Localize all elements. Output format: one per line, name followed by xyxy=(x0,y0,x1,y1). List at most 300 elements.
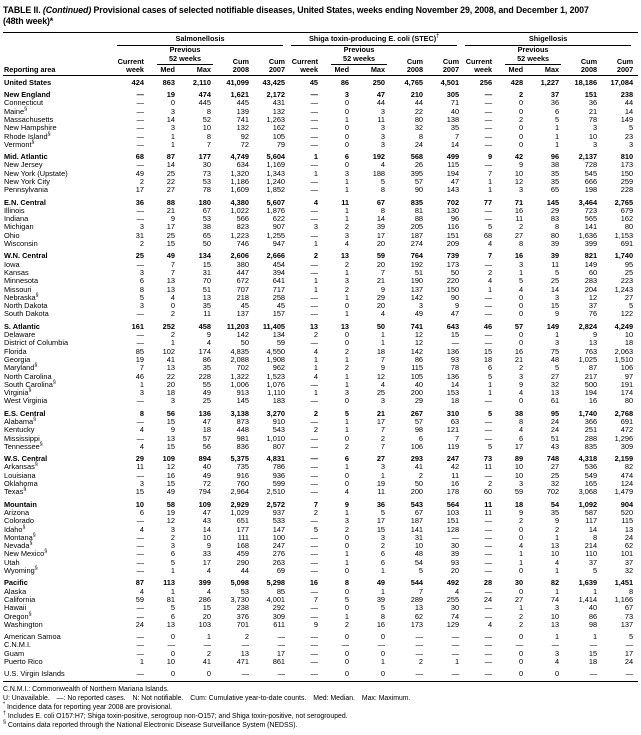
data-cell: — xyxy=(277,632,286,642)
data-cell: 835 xyxy=(410,197,424,207)
data-cell: 49 xyxy=(376,578,386,588)
data-cell: 0 xyxy=(344,106,350,116)
data-cell: 2 xyxy=(170,532,175,542)
data-cell: 4 xyxy=(554,557,560,567)
data-cell: 0 xyxy=(518,309,524,319)
data-cell: 3 xyxy=(313,222,319,232)
data-cell: 17 xyxy=(514,441,524,451)
data-cell: 4 xyxy=(487,239,493,249)
footnote-dagger: † Includes E. coli O157:H7; Shiga toxin-positive, serogroup non-O157; and Shiga toxin-positive, not serogrouped. xyxy=(3,710,348,721)
data-cell: 80 xyxy=(624,396,634,406)
row-area-label: Hawaii xyxy=(4,603,27,613)
data-cell: — xyxy=(484,114,493,124)
data-cell: 13 xyxy=(166,433,175,443)
data-cell: 2 xyxy=(313,330,319,340)
data-cell: 2 xyxy=(344,346,350,356)
data-cell: 3 xyxy=(380,106,386,116)
data-cell: 71 xyxy=(514,197,524,207)
data-cell: — xyxy=(484,603,493,613)
table-row xyxy=(3,526,638,534)
data-cell: 739 xyxy=(446,251,460,261)
data-cell: 4 xyxy=(206,566,211,576)
data-cell: — xyxy=(310,557,319,567)
data-cell: 68 xyxy=(483,230,493,240)
data-cell: 3,464 xyxy=(578,197,598,207)
row-area-label: Arizona xyxy=(4,507,30,517)
data-cell: 150 xyxy=(446,284,460,294)
data-cell: 1 xyxy=(487,185,493,195)
data-cell: 587 xyxy=(584,507,598,517)
row-area-label: Washington xyxy=(4,619,43,629)
data-cell: 474 xyxy=(620,470,634,480)
data-cell: 760 xyxy=(236,479,249,489)
data-cell: 3 xyxy=(554,603,560,613)
data-cell: 65 xyxy=(550,185,560,195)
data-cell: 62 xyxy=(624,541,634,551)
data-cell: — xyxy=(136,611,144,621)
data-cell: 3 xyxy=(380,139,386,149)
row-area-label: Virginia§ xyxy=(4,387,32,398)
data-cell: 42 xyxy=(514,152,524,162)
data-cell: — xyxy=(136,433,144,443)
data-cell: 21 xyxy=(588,106,598,116)
data-cell: 62 xyxy=(414,611,424,621)
data-cell: 1 xyxy=(487,379,493,389)
data-cell: 145 xyxy=(546,197,560,207)
data-cell: 4 xyxy=(380,309,386,319)
data-cell: 1 xyxy=(170,338,175,348)
data-cell: 549 xyxy=(584,470,598,480)
data-cell: 4,249 xyxy=(614,321,634,331)
data-cell: 2 xyxy=(313,408,319,418)
data-cell: 0 xyxy=(344,648,350,658)
data-cell: 18 xyxy=(588,657,598,667)
data-cell: 622 xyxy=(272,214,286,224)
data-cell: 136 xyxy=(446,371,460,381)
data-cell: 4 xyxy=(518,284,524,294)
data-cell: 2 xyxy=(518,516,524,526)
data-cell: 73 xyxy=(483,454,493,464)
data-cell: 228 xyxy=(198,371,211,381)
data-cell: 3 xyxy=(344,276,350,286)
data-cell: 10 xyxy=(202,123,211,133)
row-area-label: Maryland§ xyxy=(4,362,38,373)
data-cell: 15 xyxy=(166,239,175,249)
data-cell: 1 xyxy=(487,284,493,294)
data-cell: 20 xyxy=(202,611,211,621)
data-cell: 0 xyxy=(344,330,350,340)
data-cell: — xyxy=(415,640,424,650)
data-cell: 4 xyxy=(344,487,350,497)
data-cell: 151 xyxy=(446,230,460,240)
data-cell: 1,523 xyxy=(266,371,286,381)
data-cell: 40 xyxy=(414,379,424,389)
data-cell: 0 xyxy=(518,338,524,348)
data-cell: 115 xyxy=(621,516,634,526)
data-cell: — xyxy=(136,338,144,348)
data-cell: 132 xyxy=(236,123,249,133)
data-cell: 5 xyxy=(487,222,493,232)
data-cell: 67 xyxy=(414,507,424,517)
table-row xyxy=(3,186,638,194)
data-cell: 30 xyxy=(202,160,211,170)
group-header-row xyxy=(3,32,638,46)
data-cell: 3 xyxy=(380,131,386,141)
data-cell: — xyxy=(136,123,144,133)
row-area-label: S. Atlantic xyxy=(4,321,40,331)
data-cell: 4,318 xyxy=(578,454,598,464)
data-cell: 15 xyxy=(135,487,144,497)
data-cell: 1 xyxy=(344,611,350,621)
data-cell: 73 xyxy=(624,611,634,621)
data-cell: 1,451 xyxy=(614,578,634,588)
data-cell: 14 xyxy=(450,379,460,389)
data-cell: 22 xyxy=(166,371,175,381)
data-cell: 86 xyxy=(202,354,211,364)
data-cell: — xyxy=(310,549,319,559)
data-cell: — xyxy=(310,470,319,480)
data-cell: 1 xyxy=(313,284,319,294)
data-cell: 431 xyxy=(272,98,286,108)
data-cell: — xyxy=(136,516,144,526)
data-cell: 98 xyxy=(588,619,598,629)
data-cell: — xyxy=(136,309,144,319)
row-area-label: Pennsylvania xyxy=(4,185,48,195)
row-area-label: Connecticut xyxy=(4,98,44,108)
data-cell: 492 xyxy=(446,578,460,588)
data-cell: 0 xyxy=(380,669,386,679)
data-cell: 0 xyxy=(206,669,211,679)
data-cell: 3 xyxy=(344,516,350,526)
col-header-cum-2007: Cum 2007 xyxy=(602,46,638,75)
data-cell: 15 xyxy=(588,648,598,658)
data-cell: 821 xyxy=(584,251,598,261)
data-cell: 6 xyxy=(344,454,350,464)
data-cell: 533 xyxy=(272,516,286,526)
data-cell: — xyxy=(484,586,493,596)
data-cell: 192 xyxy=(372,152,386,162)
data-cell: 204 xyxy=(584,284,598,294)
data-cell: 1 xyxy=(344,176,350,186)
data-cell: 59 xyxy=(276,338,286,348)
data-cell: 0 xyxy=(344,139,350,149)
data-cell: 8 xyxy=(206,106,211,116)
data-cell: 39 xyxy=(550,251,560,261)
data-cell: 3,730 xyxy=(230,594,249,604)
data-cell: 904 xyxy=(620,499,634,509)
data-cell: 916 xyxy=(236,470,249,480)
data-cell: 16 xyxy=(514,251,524,261)
data-cell: 0 xyxy=(344,532,350,542)
data-cell: 10 xyxy=(414,541,424,551)
data-cell: 86 xyxy=(340,77,350,87)
data-cell: 12 xyxy=(414,338,424,348)
data-cell: 60 xyxy=(483,487,493,497)
data-cell: 85 xyxy=(135,346,144,356)
data-cell: 5 xyxy=(487,441,493,451)
table-row xyxy=(3,488,638,496)
data-cell: 12 xyxy=(166,462,175,472)
data-cell: 8 xyxy=(344,578,350,588)
data-cell: 5 xyxy=(418,566,424,576)
data-cell: 35 xyxy=(202,301,211,311)
data-cell: 0 xyxy=(344,566,350,576)
row-area-label: Illinois xyxy=(4,205,25,215)
data-cell: 2 xyxy=(518,619,524,629)
data-cell: 79 xyxy=(276,139,286,149)
data-cell: 47 xyxy=(450,176,460,186)
table-row xyxy=(3,621,638,629)
data-cell: 0 xyxy=(518,648,524,658)
data-cell: 3 xyxy=(380,396,386,406)
table-row xyxy=(3,215,638,223)
data-cell: — xyxy=(484,516,493,526)
data-cell: 0 xyxy=(344,338,350,348)
data-cell: 106 xyxy=(620,363,634,373)
data-cell: — xyxy=(451,338,460,348)
data-cell: — xyxy=(484,90,493,100)
data-cell: 153 xyxy=(446,388,460,398)
data-cell: 1,479 xyxy=(614,487,634,497)
data-cell: 717 xyxy=(272,284,286,294)
data-cell: 289 xyxy=(410,594,424,604)
data-cell: 24 xyxy=(624,532,634,542)
data-cell: 25 xyxy=(550,276,560,286)
data-cell: 3 xyxy=(629,139,634,149)
data-cell: 4 xyxy=(487,276,493,286)
data-cell: 2,510 xyxy=(266,487,286,497)
data-cell: 20 xyxy=(166,379,175,389)
data-cell: 1 xyxy=(344,462,350,472)
data-cell: 37 xyxy=(550,90,560,100)
data-cell: — xyxy=(310,259,319,269)
data-cell: 27 xyxy=(550,371,560,381)
data-cell: 936 xyxy=(272,470,286,480)
table-row xyxy=(3,629,638,641)
data-cell: 223 xyxy=(620,276,634,286)
table-row xyxy=(3,269,638,277)
data-cell: 0 xyxy=(344,479,350,489)
data-cell: 39 xyxy=(450,549,460,559)
data-cell: 40 xyxy=(202,462,211,472)
data-cell: 11 xyxy=(136,462,144,472)
data-cell: 9 xyxy=(518,160,524,170)
data-cell: 3 xyxy=(592,139,598,149)
row-area-label: W.N. Central xyxy=(4,251,48,261)
data-cell: 1,166 xyxy=(614,594,634,604)
row-area-label: North Dakota xyxy=(4,301,48,311)
data-cell: 2,110 xyxy=(192,77,211,87)
col-header-med: Med xyxy=(323,65,354,75)
table-row xyxy=(3,248,638,260)
data-cell: 38 xyxy=(202,222,211,232)
data-cell: 174 xyxy=(198,346,211,356)
table-row xyxy=(3,302,638,310)
data-cell: — xyxy=(484,632,493,642)
data-cell: 4 xyxy=(380,379,386,389)
data-cell: 13 xyxy=(414,603,424,613)
data-cell: 29 xyxy=(135,454,144,464)
row-area-label: Tennessee§ xyxy=(4,441,43,451)
data-cell: 43 xyxy=(550,441,560,451)
data-cell: 30 xyxy=(450,603,460,613)
data-cell: 116 xyxy=(447,222,460,232)
data-cell: 17 xyxy=(276,648,286,658)
data-cell: 2 xyxy=(380,433,386,443)
data-cell: 17,084 xyxy=(610,77,634,87)
data-cell: 399 xyxy=(584,239,598,249)
table-row xyxy=(3,240,638,248)
title-table-number: TABLE II. xyxy=(3,5,41,15)
data-cell: 57 xyxy=(514,321,524,331)
data-cell: 3 xyxy=(380,532,386,542)
table-row xyxy=(3,286,638,294)
data-cell: 702 xyxy=(546,487,560,497)
data-cell: 147 xyxy=(272,524,286,534)
data-cell: 2 xyxy=(313,507,319,517)
row-area-label: West Virginia xyxy=(4,396,48,406)
data-cell: 8 xyxy=(380,611,386,621)
data-cell: 0 xyxy=(518,131,524,141)
data-cell: 8 xyxy=(592,532,598,542)
data-cell: 25 xyxy=(376,388,386,398)
row-area-label: Texas§ xyxy=(4,486,27,497)
table-row xyxy=(3,426,638,434)
group-header-shigellosis: Shigellosis xyxy=(464,32,638,46)
footnote-asterisk: * Incidence data for reporting year 2008 are provisional. xyxy=(3,701,173,712)
data-cell: 139 xyxy=(236,106,249,116)
data-cell: — xyxy=(310,114,319,124)
data-cell: 113 xyxy=(163,578,175,588)
data-cell: 2 xyxy=(344,222,350,232)
data-cell: 7 xyxy=(170,267,175,277)
data-cell: 1 xyxy=(380,330,386,340)
data-cell: 543 xyxy=(272,425,286,435)
data-cell: 4,001 xyxy=(266,594,286,604)
data-cell: — xyxy=(310,532,319,542)
data-cell: 1 xyxy=(344,205,350,215)
data-cell: 2 xyxy=(418,470,424,480)
data-cell: 95 xyxy=(624,259,634,269)
data-cell: 11 xyxy=(551,259,560,269)
data-cell: 274 xyxy=(410,239,424,249)
data-cell: 0 xyxy=(170,648,175,658)
data-cell: 105 xyxy=(410,371,424,381)
row-area-label: Arkansas§ xyxy=(4,462,38,472)
data-cell: 173 xyxy=(620,160,634,170)
data-cell: 1,320 xyxy=(230,168,249,178)
data-cell: 894 xyxy=(198,454,211,464)
data-cell: — xyxy=(310,417,319,426)
data-cell: 0 xyxy=(170,98,175,108)
data-cell: 27 xyxy=(166,185,175,195)
data-cell: 7 xyxy=(380,354,386,364)
table-row xyxy=(3,596,638,604)
data-cell: 4,501 xyxy=(440,77,460,87)
row-area-label: Kansas xyxy=(4,267,29,277)
data-cell: 735 xyxy=(236,462,249,472)
data-cell: 28 xyxy=(483,578,493,588)
data-cell: 80 xyxy=(550,230,560,240)
data-cell: 2 xyxy=(344,284,350,294)
data-cell: 96 xyxy=(550,152,560,162)
table-row xyxy=(3,480,638,488)
data-cell: 3 xyxy=(554,338,560,348)
data-cell: — xyxy=(310,90,319,100)
data-cell: 38 xyxy=(550,160,560,170)
table-row xyxy=(3,397,638,405)
data-cell: 183 xyxy=(272,396,286,406)
data-cell: 545 xyxy=(584,168,598,178)
data-cell: — xyxy=(451,669,460,679)
data-cell: 142 xyxy=(410,292,424,302)
data-cell: 454 xyxy=(272,259,286,269)
data-cell: 7 xyxy=(380,425,386,435)
data-cell: 5 xyxy=(380,603,386,613)
data-cell: 3 xyxy=(139,479,144,489)
data-cell: 6 xyxy=(418,433,424,443)
data-cell: 14 xyxy=(376,214,386,224)
data-cell: 61 xyxy=(550,396,560,406)
data-cell: 3 xyxy=(170,396,175,406)
data-cell: 32 xyxy=(414,123,424,133)
data-cell: 69 xyxy=(276,566,286,576)
data-cell: 13 xyxy=(550,619,560,629)
data-cell: 37 xyxy=(588,301,598,311)
data-cell: 13 xyxy=(550,541,560,551)
data-cell: — xyxy=(310,541,319,551)
table-row xyxy=(3,348,638,356)
data-cell: — xyxy=(203,640,211,650)
col-header-cum-2008: Cum 2008 xyxy=(216,46,254,75)
data-cell: 1,153 xyxy=(614,230,634,240)
row-area-label: Massachusetts xyxy=(4,114,54,124)
data-cell: 16 xyxy=(588,396,598,406)
data-cell: 1 xyxy=(313,276,319,286)
data-cell: 18 xyxy=(376,346,386,356)
data-cell: 191 xyxy=(620,379,634,389)
data-cell: 40 xyxy=(588,603,598,613)
data-cell: 666 xyxy=(584,176,598,186)
data-cell: 44 xyxy=(240,566,249,576)
data-cell: 599 xyxy=(272,479,286,489)
data-cell: 23 xyxy=(624,131,634,141)
data-cell: 11 xyxy=(484,507,493,517)
data-cell: 1,639 xyxy=(578,578,598,588)
data-cell: 1,110 xyxy=(267,388,286,398)
data-cell: 58 xyxy=(166,499,175,509)
data-cell: 5 xyxy=(313,524,319,534)
data-cell: 27 xyxy=(550,462,560,472)
data-cell: 568 xyxy=(410,152,424,162)
data-cell: 2 xyxy=(518,363,524,373)
data-cell: 4,380 xyxy=(230,197,249,207)
data-cell: 15 xyxy=(166,417,175,426)
data-cell: 1 xyxy=(380,657,386,667)
data-cell: 16 xyxy=(166,470,175,480)
data-cell: 41,099 xyxy=(226,77,249,87)
data-cell: 115 xyxy=(447,160,460,170)
data-cell: 137 xyxy=(620,619,634,629)
data-cell: 13 xyxy=(624,524,634,534)
row-area-label: Alabama§ xyxy=(4,416,37,426)
data-cell: 36 xyxy=(135,197,144,207)
data-cell: 88 xyxy=(414,214,424,224)
data-cell: 177 xyxy=(236,524,249,534)
data-cell: — xyxy=(415,632,424,642)
row-area-label: Vermont§ xyxy=(4,139,35,149)
data-cell: 3 xyxy=(518,185,524,195)
